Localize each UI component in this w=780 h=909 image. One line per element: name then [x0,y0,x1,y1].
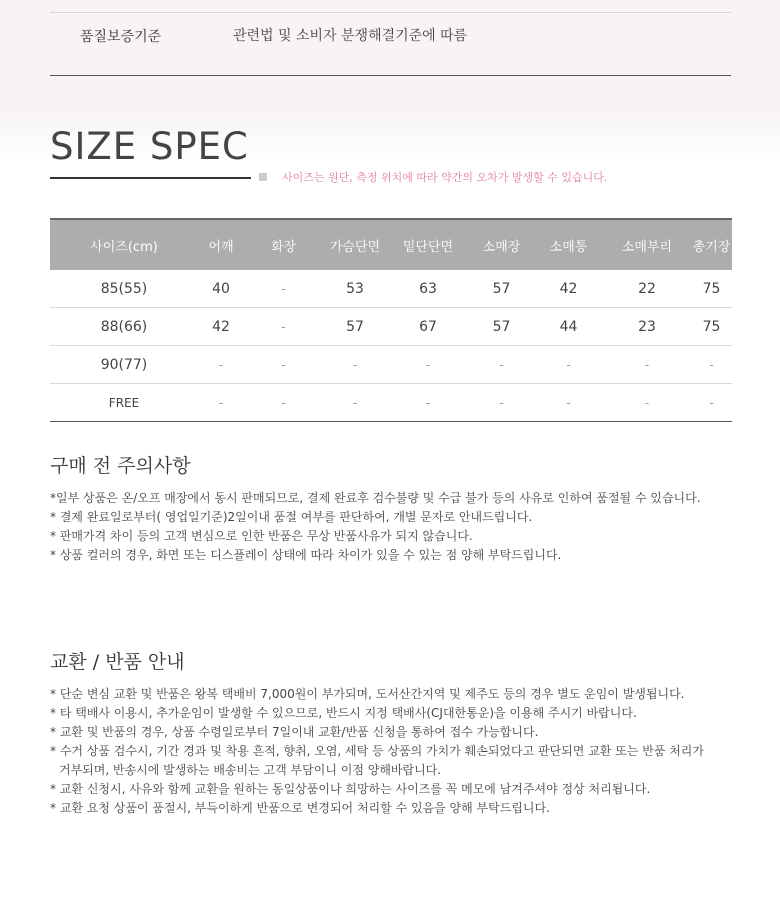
table-cell: - [603,384,691,422]
table-cell: 42 [534,270,603,308]
header-cell: 총기장 [691,219,732,270]
table-cell: - [387,346,469,384]
table-cell: - [244,384,323,422]
list-item: * 결제 완료일로부터( 영업일기준)2일이내 품절 여부를 판단하여, 개별 문자로 안내드립니다. [50,510,533,524]
table-cell: 85(55) [50,270,198,308]
table-cell: 57 [323,308,387,346]
exchange-notice-list [50,685,750,818]
table-row [50,270,732,308]
table-cell: 23 [603,308,691,346]
list-item: * 타 택배사 이용시, 추가운임이 발생할 수 있으므로, 반드시 지정 택배사(CJ대한통운)을 이용해 주시기 바랍니다. [50,706,637,720]
table-cell: 22 [603,270,691,308]
divider [50,75,731,76]
size-spec-note: 사이즈는 원단, 측정 위치에 따라 약간의 오차가 발생할 수 있습니다. [282,171,608,184]
table-cell: 67 [387,308,469,346]
table-cell: - [198,346,244,384]
table-cell: FREE [50,384,198,422]
table-cell: - [534,346,603,384]
list-item: * 교환 요청 상품이 품절시, 부득이하게 반품으로 변경되어 처리할 수 있음을 양해 부탁드립니다. [50,801,550,815]
table-cell: - [244,270,323,308]
header-cell: 밑단단면 [387,219,469,270]
table-cell: - [244,308,323,346]
header-cell: 가슴단면 [323,219,387,270]
table-cell: - [691,384,732,422]
table-cell: - [198,384,244,422]
table-cell: 40 [198,270,244,308]
table-row [50,308,732,346]
table-cell: 75 [691,270,732,308]
header-cell: 화장 [244,219,323,270]
header-cell: 소매통 [534,219,603,270]
list-item: * 상품 컬러의 경우, 화면 또는 디스플레이 상태에 따라 차이가 있을 수 있는 점 양해 부탁드립니다. [50,548,562,562]
size-spec-table [50,218,732,422]
table-cell: - [387,384,469,422]
list-item: * 수거 상품 검수시, 기간 경과 및 착용 흔적, 향취, 오염, 세탁 등 상품의 가치가 훼손되었다고 판단되면 교환 또는 반품 처리가 [50,744,704,758]
table-cell: 63 [387,270,469,308]
table-row [50,346,732,384]
table-cell: - [534,384,603,422]
quality-label: 품질보증기준 [80,29,162,45]
square-bullet-icon [259,173,267,181]
table-cell: 42 [198,308,244,346]
divider [50,12,731,13]
list-item: * 판매가격 차이 등의 고객 변심으로 인한 반품은 무상 반품사유가 되지 않습니다. [50,529,473,543]
size-spec-title: SIZE SPEC [50,125,249,168]
list-item: 거부되며, 반송시에 발생하는 배송비는 고객 부담이니 이점 양해바랍니다. [59,763,442,777]
table-header-row [50,219,732,270]
list-item: *일부 상품은 온/오프 매장에서 동시 판매되므로, 결제 완료후 검수불량 및 수급 불가 등의 사유로 인하여 품절될 수 있습니다. [50,491,701,505]
table-cell: - [691,346,732,384]
exchange-notice-title: 교환 / 반품 안내 [50,651,185,673]
table-cell: - [323,346,387,384]
list-item: * 단순 변심 교환 및 반품은 왕복 택배비 7,000원이 부가되며, 도서산간지역 및 제주도 등의 경우 별도 운임이 발생됩니다. [50,687,685,701]
table-cell: 57 [469,270,534,308]
list-item: * 교환 및 반품의 경우, 상품 수령일로부터 7일이내 교환/반품 신청을 통하여 접수 가능합니다. [50,725,539,739]
table-cell: 90(77) [50,346,198,384]
header-cell: 어깨 [198,219,244,270]
table-cell: 88(66) [50,308,198,346]
header-cell: 소매부리 [603,219,691,270]
table-row [50,384,732,422]
title-underline [50,177,251,179]
header-cell: 소매장 [469,219,534,270]
list-item: * 교환 신청시, 사유와 함께 교환을 원하는 동일상품이나 희망하는 사이즈를 꼭 메모에 남겨주셔야 정상 처리됩니다. [50,782,651,796]
purchase-notice-title: 구매 전 주의사항 [50,455,191,477]
table-cell: 75 [691,308,732,346]
table-cell: 57 [469,308,534,346]
table-cell: - [244,346,323,384]
quality-value: 관련법 및 소비자 분쟁해결기준에 따름 [233,28,468,44]
table-cell: 44 [534,308,603,346]
table-cell: - [323,384,387,422]
header-cell: 사이즈(cm) [50,219,198,270]
table-cell: - [603,346,691,384]
table-cell: - [469,384,534,422]
table-cell: - [469,346,534,384]
table-cell: 53 [323,270,387,308]
purchase-notice-list [50,489,750,565]
